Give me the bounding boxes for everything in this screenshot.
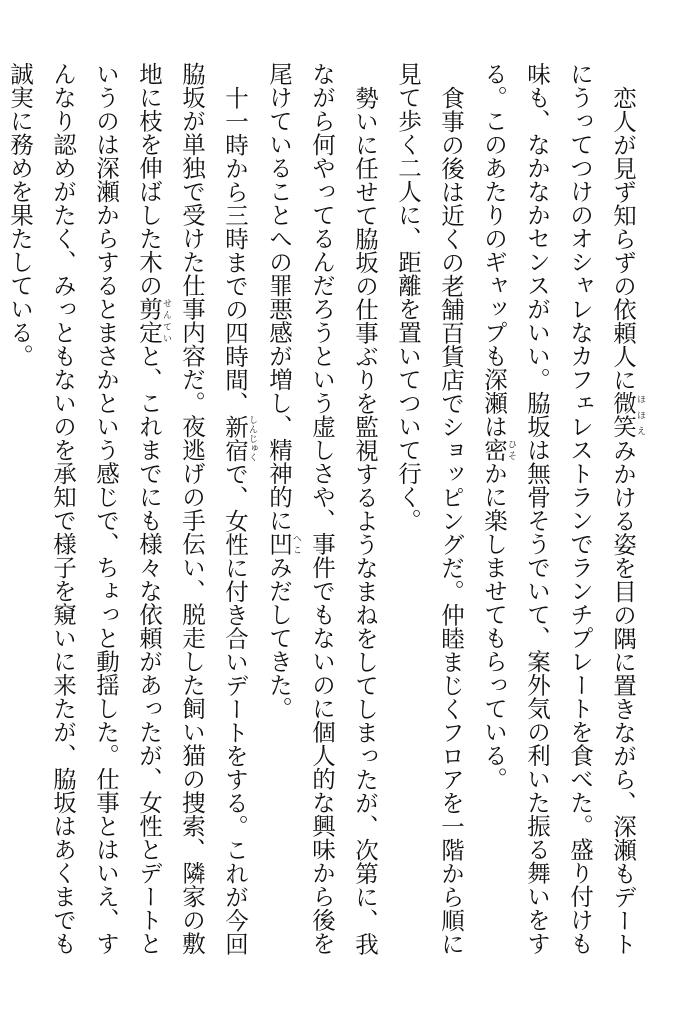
ruby-word xyxy=(609,391,645,438)
ruby-word xyxy=(135,297,171,344)
ruby-reading: ほほえ xyxy=(635,391,645,438)
text-segment: 十一時から三時までの四時間、 xyxy=(221,85,249,415)
ruby-reading: へこ xyxy=(291,532,301,556)
paragraph xyxy=(257,62,386,962)
text-segment: 恋人が見ず知らずの依頼人に xyxy=(609,85,637,391)
ruby-word xyxy=(480,438,516,462)
ruby-base: 新宿 xyxy=(221,414,249,462)
text-segment: で、女性に付き合いデートをする。これが今回脇坂が単独で受けた仕事内容だ。夜逃げの手伝い、脱走した飼い猫の捜索、隣家の敷地に枝を伸ばした木の xyxy=(135,62,249,955)
ruby-word xyxy=(221,414,257,462)
vertical-text-body xyxy=(0,62,645,962)
paragraph xyxy=(472,62,645,962)
ruby-base: 微笑 xyxy=(609,391,637,438)
ruby-reading: ひそ xyxy=(506,438,516,462)
text-segment: みだしてきた。 xyxy=(265,555,293,720)
ruby-base: 凹 xyxy=(265,532,293,556)
ruby-base: 密 xyxy=(480,438,508,462)
ruby-reading: しんじゅく xyxy=(247,414,257,462)
text-segment: 勢いに任せて脇坂の仕事ぶりを監視するようなまねをしてしまったが、次第に、我ながら何やってるんだろうという虚しさや、事件でもないのに個人的な興味から後を尾けていることへの罪悪感が増し、精神的に xyxy=(265,62,379,955)
paragraph xyxy=(0,62,257,962)
text-segment: みかける姿を目の隅に置きながら、深瀬もデートにうってつけのオシャレなカフェレストランでランチプレートを食べた。盛り付けも味も、なかなかセンスがいい。脇坂は無骨そうでいて、案外気の利いた振る舞いをする。このあたりのギャップも深瀬は xyxy=(480,62,637,955)
paragraph xyxy=(386,62,472,962)
text-segment: と、これまでにも様々な依頼があったが、女性とデートというのは深瀬からするとまさかという感じで、ちょっと動揺した。仕事とはいえ、すんなり認めがたく、みっともないのを承知で様子を窺いに来たが、脇坂はあくまでも誠実に務めを果たしている。 xyxy=(6,62,163,955)
text-segment: 食事の後は近くの老舗百貨店でショッピングだ。仲睦まじくフロアを一階から順に見て歩く二人に、距離を置いてついて行く。 xyxy=(394,62,465,955)
text-segment: かに楽しませてもらっている。 xyxy=(480,461,508,791)
ruby-base: 剪定 xyxy=(135,297,163,344)
ruby-reading: せんてい xyxy=(161,297,171,344)
ruby-word xyxy=(265,532,301,556)
